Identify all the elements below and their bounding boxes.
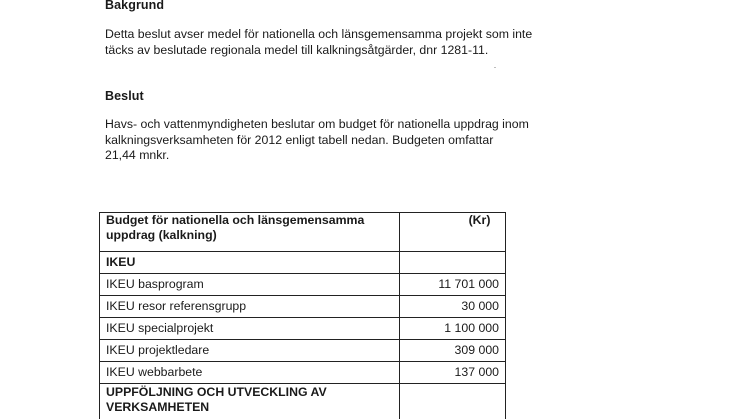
row-label: IKEU: [100, 252, 400, 274]
decision-paragraph: [105, 117, 529, 164]
row-label: IKEU projektledare: [100, 340, 400, 362]
row-value: [400, 252, 506, 274]
row-label-line-1: UPPFÖLJNING OCH UTVECKLING AV: [106, 385, 327, 399]
decision-line-3: 21,44 mnkr.: [105, 148, 170, 162]
table-header-row: [100, 213, 506, 252]
background-heading: Bakgrund: [105, 0, 165, 12]
row-label: IKEU resor referensgrupp: [100, 296, 400, 318]
decision-heading: Beslut: [105, 89, 144, 103]
row-value: 11 701 000: [400, 274, 506, 296]
row-value: [400, 384, 506, 419]
row-label: IKEU webbarbete: [100, 362, 400, 384]
scan-speck: [494, 67, 496, 68]
table-header-label: [100, 213, 400, 252]
table-header-label-line-2: uppdrag (kalkning): [106, 228, 217, 242]
background-paragraph: [105, 27, 532, 58]
row-value: 309 000: [400, 340, 506, 362]
table-row: [100, 274, 506, 296]
table-header-unit: (Kr): [400, 213, 506, 252]
table-row: [100, 362, 506, 384]
background-line-1: Detta beslut avser medel för nationella och länsgemensamma projekt som inte: [105, 27, 533, 41]
table-header-label-line-1: Budget för nationella och länsgemensamma: [106, 213, 365, 227]
table-row: [100, 384, 506, 419]
table-row: [100, 296, 506, 318]
row-label: [100, 384, 400, 419]
row-value: 137 000: [400, 362, 506, 384]
row-label: IKEU basprogram: [100, 274, 400, 296]
decision-line-2: kalkningsverksamheten för 2012 enligt tabell nedan. Budgeten omfattar: [105, 132, 494, 147]
table-row: [100, 340, 506, 362]
row-label-line-2: VERKSAMHETEN: [106, 400, 210, 414]
row-label: IKEU specialprojekt: [100, 318, 400, 340]
budget-table: [99, 212, 506, 419]
decision-line-1: Havs- och vattenmyndigheten beslutar om budget för nationella uppdrag inom: [105, 117, 529, 131]
row-value: 1 100 000: [400, 318, 506, 340]
background-line-2: täcks av beslutade regionala medel till kalkningsåtgärder, dnr 1281-11.: [105, 42, 489, 57]
table-row: [100, 318, 506, 340]
row-value: 30 000: [400, 296, 506, 318]
table-row: [100, 252, 506, 274]
